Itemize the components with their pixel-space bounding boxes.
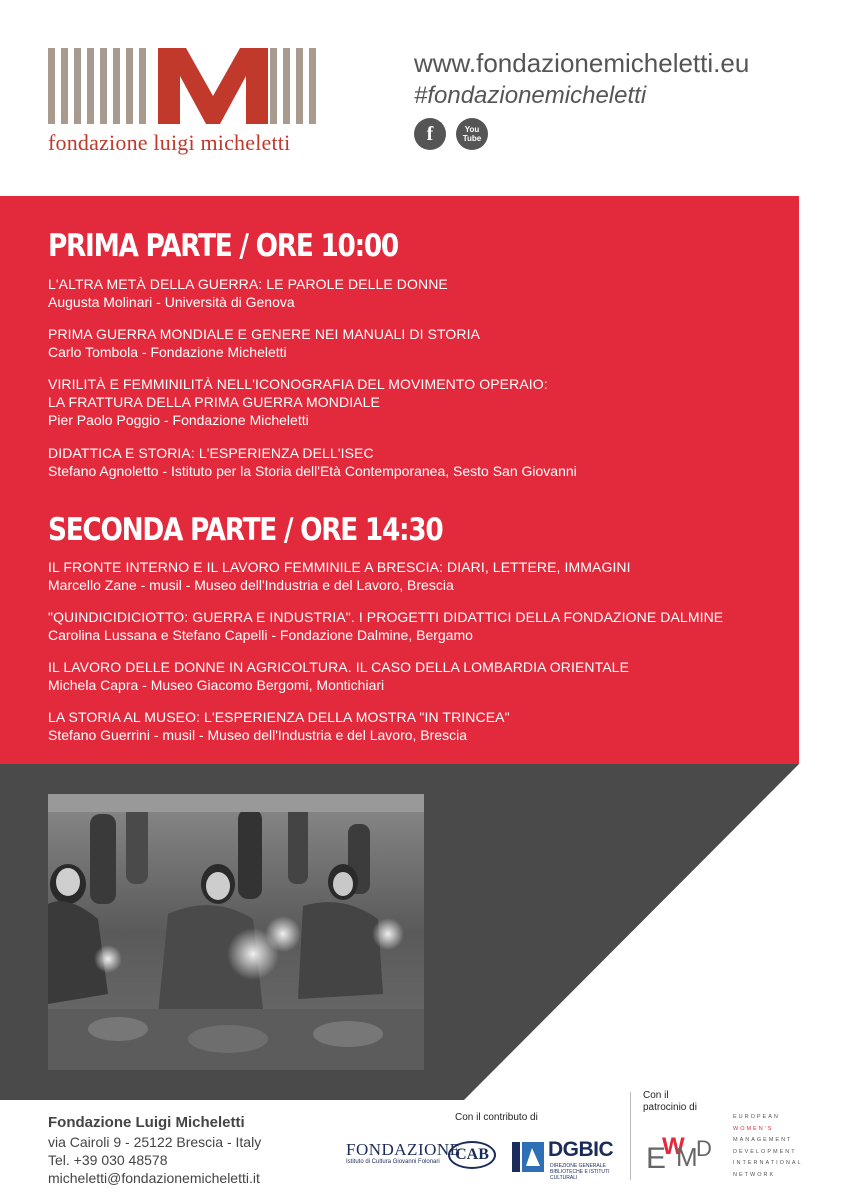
talk-speaker: Marcello Zane - musil - Museo dell'Industria e del Lavoro, Brescia (48, 577, 454, 593)
talk-title: DIDATTICA E STORIA: L'ESPERIENZA DELL'ISEC (48, 445, 374, 461)
cab-oval-logo: CAB (448, 1141, 496, 1169)
svg-text:D: D (696, 1136, 712, 1161)
facebook-icon[interactable]: f (414, 118, 446, 150)
talk-speaker: Stefano Guerrini - musil - Museo dell'Industria e del Lavoro, Brescia (48, 727, 467, 743)
talk-item (48, 608, 723, 644)
talk-item (48, 275, 448, 311)
fondazione-cab-word: FONDAZIONE (346, 1140, 461, 1159)
talk-item (48, 325, 480, 361)
logo-wordmark: fondazione luigi micheletti (48, 130, 291, 155)
talk-item (48, 558, 631, 594)
talk-speaker: Carlo Tombola - Fondazione Micheletti (48, 344, 287, 360)
dgbic-emblem (512, 1138, 546, 1174)
footer-email[interactable]: micheletti@fondazionemicheletti.it (48, 1170, 260, 1186)
footer-org-name: Fondazione Luigi Micheletti (48, 1114, 245, 1131)
logo-m-mark (158, 48, 268, 124)
contribution-label: Con il contributo di (455, 1112, 538, 1123)
dgbic-logo (512, 1138, 614, 1181)
ewmd-logo (646, 1126, 718, 1174)
fondazione-cab-logo (346, 1140, 461, 1165)
talk-title: PRIMA GUERRA MONDIALE E GENERE NEI MANUALI DI STORIA (48, 326, 481, 342)
historical-photo-women-workers (48, 794, 424, 1070)
hashtag: #fondazionemicheletti (414, 82, 647, 109)
logo-bars-left (48, 48, 152, 124)
talk-speaker: Carolina Lussana e Stefano Capelli - Fondazione Dalmine, Bergamo (48, 627, 473, 643)
ewmd-network-list: EUROPEAN WOMEN'S MANAGEMENT DEVELOPMENT INTERNATIONAL NETWORK (733, 1114, 803, 1178)
talk-speaker: Augusta Molinari - Università di Genova (48, 294, 295, 310)
talk-title-line2: LA FRATTURA DELLA PRIMA GUERRA MONDIALE (48, 394, 380, 410)
footer-address: via Cairoli 9 - 25122 Brescia - Italy (48, 1134, 262, 1150)
talk-speaker: Pier Paolo Poggio - Fondazione Micheletti (48, 412, 309, 428)
talk-title: IL LAVORO DELLE DONNE IN AGRICOLTURA. IL CASO DELLA LOMBARDIA ORIENTALE (48, 659, 630, 675)
talk-title: LA STORIA AL MUSEO: L'ESPERIENZA DELLA MOSTRA "IN TRINCEA" (48, 709, 510, 725)
svg-text:W: W (662, 1133, 685, 1160)
foundation-logo (48, 48, 323, 158)
svg-text:M: M (676, 1142, 698, 1172)
fondazione-cab-sub: Istituto di Cultura Giovanni Folonari (346, 1159, 440, 1165)
talk-title: IL FRONTE INTERNO E IL LAVORO FEMMINILE A BRESCIA: DIARI, LETTERE, IMMAGINI (48, 559, 631, 575)
logo-bars-right (270, 48, 322, 124)
dgbic-subtitle: DIREZIONE GENERALE BIBLIOTECHE E ISTITUTI CULTURALI (550, 1163, 610, 1181)
footer-divider (630, 1092, 631, 1180)
talk-item (48, 375, 548, 429)
talk-item (48, 658, 629, 694)
talk-title: VIRILITÀ E FEMMINILITÀ NELL'ICONOGRAFIA DEL MOVIMENTO OPERAIO: (48, 376, 548, 392)
part1-title: PRIMA PARTE / ORE 10:00 (48, 228, 398, 264)
svg-text:E: E (646, 1142, 667, 1174)
part2-title: SECONDA PARTE / ORE 14:30 (48, 512, 443, 548)
talk-title: L'ALTRA METÀ DELLA GUERRA: LE PAROLE DELLE DONNE (48, 276, 448, 292)
talk-item (48, 708, 510, 744)
dgbic-word: DGBIC (548, 1138, 614, 1161)
talk-speaker: Stefano Agnoletto - Istituto per la Storia dell'Età Contemporanea, Sesto San Giovanni (48, 463, 577, 479)
talk-title: "QUINDICIDICIOTTO: GUERRA E INDUSTRIA". I PROGETTI DIDATTICI DELLA FONDAZIONE DALMINE (48, 609, 724, 625)
patronage-label: Con il patrocinio di (643, 1090, 697, 1113)
youtube-icon[interactable]: You Tube (456, 118, 488, 150)
social-links (414, 118, 488, 150)
website-link[interactable]: www.fondazionemicheletti.eu (414, 48, 750, 78)
talk-speaker: Michela Capra - Museo Giacomo Bergomi, Montichiari (48, 677, 385, 693)
footer-phone: Tel. +39 030 48578 (48, 1152, 168, 1168)
talk-item (48, 444, 577, 480)
